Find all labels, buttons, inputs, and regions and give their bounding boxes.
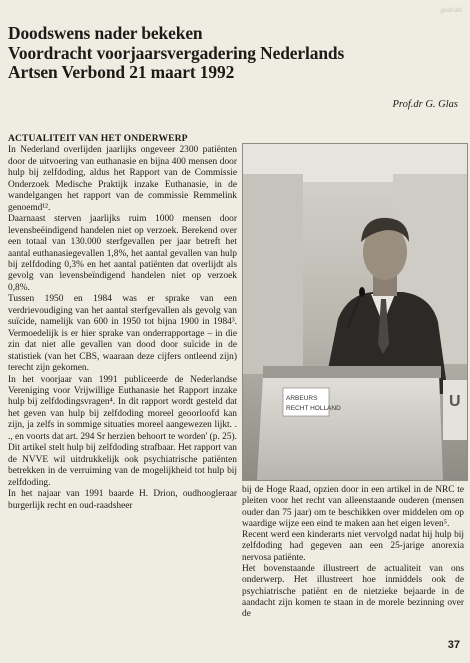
title-line-3: Artsen Verbond 21 maart 1992 bbox=[8, 62, 235, 82]
right-paragraph-3: Het bovenstaande illustreert de actualiteit van ons onderwerp. Het illustreert hoe inmiddels ook de psychiatrische patiënt en de nietzieke bejaarde in de aandacht zijn komen te staan in de morele bezinning over de bbox=[242, 564, 464, 620]
paragraph-2: Daarnaast sterven jaarlijks ruim 1000 mensen door levensbeëindigend handelen niet op verzoek. Berekend over een totaal van 130.000 sterfgevallen per jaar betreft het aantal euthanasiegevallen 1,8%, het aantal gevallen van hulp bij zelfdoding 0,3% en het aantal patiënten dat overlijdt als gevolg van levensbeïndigend handelen niet op verzoek 0,8%. bbox=[8, 214, 237, 293]
lectern-text-1: ARBEURS bbox=[286, 395, 318, 402]
lectern-text-2: RECHT HOLLAND bbox=[286, 405, 341, 412]
right-paragraph-2: Recent werd een kinderarts niet vervolgd nadat hij hulp bij zelfdoding had gegeven aan een 25-jarige anorexia nervosa patiënte. bbox=[242, 530, 464, 563]
title-line-1: Doodswens nader bekeken bbox=[8, 23, 203, 43]
section-heading: ACTUALITEIT VAN HET ONDERWERP bbox=[8, 133, 188, 144]
right-paragraph-1: bij de Hoge Raad, opzien door in een artikel in de NRC te pleiten voor het recht van alleenstaande ouderen (mensen ouder dan 75 jaar) om te beschikken over middelen om op waardige wijze een eind te maken aan het eigen leven⁵. bbox=[242, 485, 464, 529]
right-column bbox=[242, 485, 464, 621]
author-byline: Prof.dr G. Glas bbox=[392, 99, 458, 110]
paragraph-5: In het najaar van 1991 baarde H. Drion, oudhoogleraar burgerlijk recht en oud-raadsheer bbox=[8, 489, 237, 511]
page-number: 37 bbox=[447, 639, 460, 651]
article-title bbox=[8, 24, 464, 83]
title-line-2: Voordracht voorjaarsvergadering Nederlands bbox=[8, 42, 345, 63]
speaker-photo bbox=[242, 143, 468, 481]
paragraph-3: Tussen 1950 en 1984 was er sprake van een verdrievoudiging van het aantal sterfgevallen als gevolg van suïcide, namelijk van 600 in 1950 tot bijna 1900 in 1984³. Vermoedelijk is er hier sprake van onderrapportage – in die zin dat niet alle gevallen van dood door suïcide in de statistiek (van het CBS, waaraan deze cijfers ontleend zijn) terecht zijn gekomen. bbox=[8, 294, 237, 374]
speaker-photo-image bbox=[243, 144, 467, 480]
paragraph-4: In het voorjaar van 1991 publiceerde de Nederlandse Vereniging voor Vrijwillige Euthanasie het Rapport inzake hulp bij zelfdodingsvragen⁴. In dit rapport wordt gesteld dat het geven van hulp bij zelfdoding moreel geoorloofd kan zijn, ja zelfs in sommige situaties moreel aangewezen lijkt. . ., en voorts dat art. 294 Sr herzien behoort te worden' (p. 25). Dit artikel stelt hulp bij zelfdoding strafbaar. Het rapport van de NVVE wil uitdrukkelijk ook psychiatrische patiënten betrekken in de verruiming van de mogelijkheid tot hulp bij zelfdoding. bbox=[8, 374, 237, 488]
side-sign-letter: U bbox=[449, 393, 461, 410]
page-edge-text: gedrukt bbox=[440, 6, 462, 14]
left-column bbox=[8, 133, 237, 512]
paragraph-1: In Nederland overlijden jaarlijks ongeveer 2300 patiënten door de uitvoering van euthanasie en bijna 400 mensen door hulp bij zelfdoding, aldus het Rapport van de Commissie Onderzoek Medische Praktijk inzake Euthanasie, in de wandelgangen het rapport van de commissie Remmelink genoemd¹². bbox=[8, 145, 237, 213]
